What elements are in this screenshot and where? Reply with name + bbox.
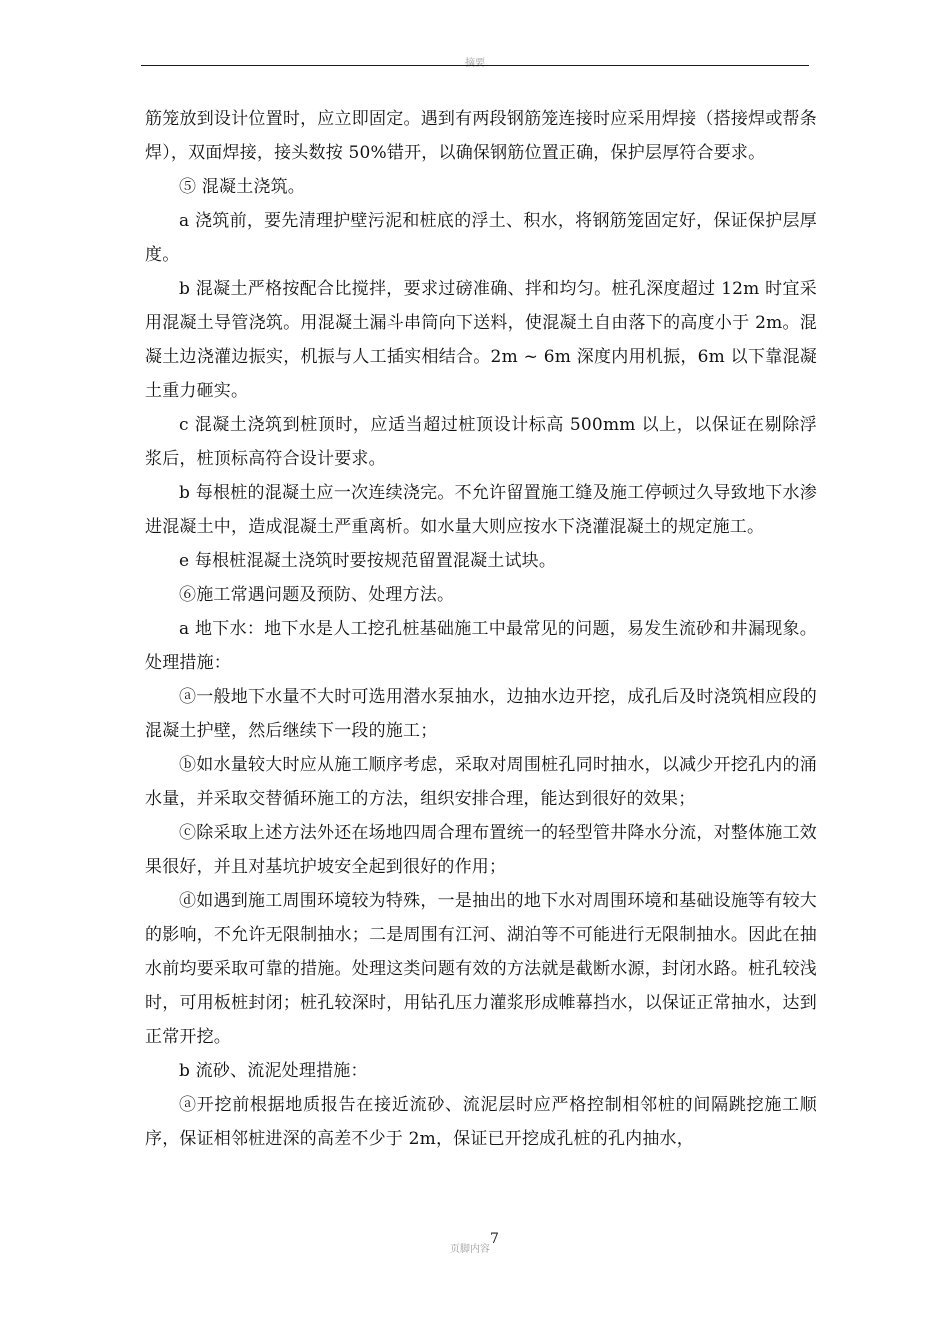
paragraph-continuation: 筋笼放到设计位置时，应立即固定。遇到有两段钢筋笼连接时应采用焊接（搭接焊或帮条焊），双面焊接，接头数按 50%错开，以确保钢筋位置正确，保护层厚符合要求。 bbox=[145, 109, 817, 163]
paragraph-item-b2: b 每根桩的混凝土应一次连续浇完。不允许留置施工缝及施工停顿过久导致地下水渗进混凝土中，造成混凝土严重离析。如水量大则应按水下浇灌混凝土的规定施工。 bbox=[145, 483, 817, 537]
page-header: 摘要 bbox=[465, 58, 485, 69]
paragraph-item-e: e 每根桩混凝土浇筑时要按规范留置混凝土试块。 bbox=[179, 551, 557, 571]
paragraph-item-5-heading: ⑤ 混凝土浇筑。 bbox=[179, 177, 306, 197]
paragraph-item-c: c 混凝土浇筑到桩顶时，应适当超过桩顶设计标高 500mm 以上，以保证在剔除浮浆后，桩顶标高符合设计要求。 bbox=[145, 415, 817, 469]
header-rule bbox=[141, 65, 809, 66]
paragraph-item-a: a 浇筑前，要先清理护壁污泥和桩底的浮土、积水，将钢筋笼固定好，保证保护层厚度。 bbox=[145, 211, 817, 265]
page-number: 7 bbox=[490, 1231, 499, 1247]
paragraph-quicksand-heading: b 流砂、流泥处理措施： bbox=[179, 1061, 368, 1081]
paragraph-measure-c: ⓒ除采取上述方法外还在场地四周合理布置统一的轻型管井降水分流，对整体施工效果很好，并且对基坑护坡安全起到很好的作用； bbox=[145, 823, 817, 877]
paragraph-item-b: b 混凝土严格按配合比搅拌，要求过磅准确、拌和均匀。桩孔深度超过 12m 时宜采用混凝土导管浇筑。用混凝土漏斗串筒向下送料，使混凝土自由落下的高度小于 2m。混凝土边浇灌边振实，机振与人工插实相结合。2m ~ 6m 深度内用机振，6m 以下靠混凝土重力砸实。 bbox=[145, 279, 817, 401]
paragraph-measure-d: ⓓ如遇到施工周围环境较为特殊，一是抽出的地下水对周围环境和基础设施等有较大的影响，不允许无限制抽水；二是周围有江河、湖泊等不可能进行无限制抽水。因此在抽水前均要采取可靠的措施。处理这类问题有效的方法就是截断水源，封闭水路。桩孔较浅时，可用板桩封闭；桩孔较深时，用钻孔压力灌浆形成帷幕挡水，以保证正常抽水，达到正常开挖。 bbox=[145, 891, 817, 1047]
paragraph-item-6-heading: ⑥施工常遇问题及预防、处理方法。 bbox=[179, 585, 455, 605]
document-body bbox=[145, 102, 817, 1156]
paragraph-measure-a: ⓐ一般地下水量不大时可选用潜水泵抽水，边抽水边开挖，成孔后及时浇筑相应段的混凝土护壁，然后继续下一段的施工； bbox=[145, 687, 817, 741]
paragraph-groundwater: a 地下水：地下水是人工挖孔桩基础施工中最常见的问题，易发生流砂和井漏现象。处理措施： bbox=[145, 619, 817, 673]
paragraph-quicksand-a: ⓐ开挖前根据地质报告在接近流砂、流泥层时应严格控制相邻桩的间隔跳挖施工顺序，保证相邻桩进深的高差不少于 2m，保证已开挖成孔桩的孔内抽水， bbox=[145, 1095, 817, 1149]
page-footer: 页脚内容 bbox=[450, 1244, 490, 1255]
paragraph-measure-b: ⓑ如水量较大时应从施工顺序考虑，采取对周围桩孔同时抽水，以减少开挖孔内的涌水量，并采取交替循环施工的方法，组织安排合理，能达到很好的效果； bbox=[145, 755, 817, 809]
